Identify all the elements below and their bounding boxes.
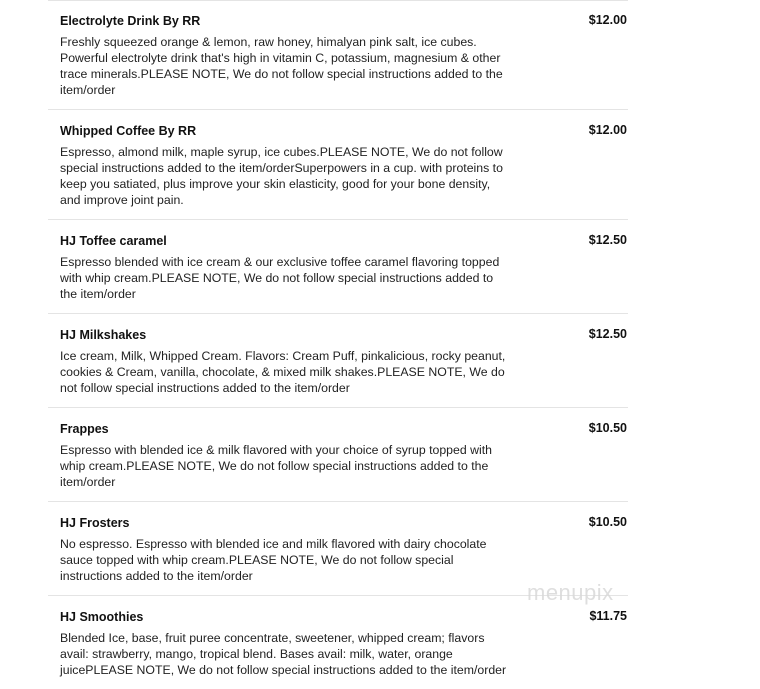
menu-item-description: Ice cream, Milk, Whipped Cream. Flavors: Cream Puff, pinkalicious, rocky peanut, cookies & Cream, vanilla, chocolate, & mixed milk shakes.PLEASE NOTE, We do not follow special instructions added to the item/order bbox=[60, 349, 506, 395]
menu-item-description: Espresso blended with ice cream & our exclusive toffee caramel flavoring topped with whip cream.PLEASE NOTE, We do not follow special instructions added to the item/order bbox=[60, 255, 500, 301]
menu-item-name: Electrolyte Drink By RR bbox=[60, 14, 201, 28]
menu-item-description: No espresso. Espresso with blended ice and milk flavored with dairy chocolate sauce topped with whip cream.PLEASE NOTE, We do not follow special instructions added to the item/order bbox=[60, 537, 487, 583]
menu-item-name: HJ Milkshakes bbox=[60, 328, 147, 342]
menu-item[interactable] bbox=[48, 220, 628, 314]
menu-item-header bbox=[60, 12, 628, 30]
menu-item[interactable] bbox=[48, 596, 628, 689]
menu-item-header bbox=[60, 420, 628, 438]
menu-item-header bbox=[60, 326, 628, 344]
menu-item-price: $10.50 bbox=[588, 421, 627, 435]
menu-item[interactable] bbox=[48, 0, 628, 110]
menu-item[interactable] bbox=[48, 314, 628, 408]
menu-item-price: $11.75 bbox=[589, 609, 627, 623]
menu-item-name: HJ Toffee caramel bbox=[60, 234, 167, 248]
menu-item-header bbox=[60, 514, 628, 532]
menu-item-description: Espresso with blended ice & milk flavored with your choice of syrup topped with whip cream.PLEASE NOTE, We do not follow special instructions added to the item/order bbox=[60, 443, 492, 489]
menu-item-price: $12.00 bbox=[588, 13, 627, 27]
menu-item-name: Frappes bbox=[60, 422, 109, 436]
menu-item-header bbox=[60, 232, 628, 250]
menu-item-name: HJ Frosters bbox=[60, 516, 130, 530]
menu-item[interactable] bbox=[48, 408, 628, 502]
menu-item-name: Whipped Coffee By RR bbox=[60, 124, 197, 138]
menu-item-description: Espresso, almond milk, maple syrup, ice cubes.PLEASE NOTE, We do not follow special instructions added to the item/orderSuperpowers in a cup. with proteins to keep you satiated, plus improve your skin elasticity, good for your bone density, and improve joint pain. bbox=[60, 145, 503, 207]
menu-item[interactable] bbox=[48, 502, 628, 596]
menu-item-header bbox=[60, 122, 628, 140]
menu-item-description: Freshly squeezed orange & lemon, raw honey, himalyan pink salt, ice cubes. Powerful electrolyte drink that's high in vitamin C, potassium, magnesium & other trace minerals.PLEASE NOTE, We do not follow special instructions added to the item/order bbox=[60, 35, 503, 97]
menu-item-price: $10.50 bbox=[588, 515, 627, 529]
menu-item-price: $12.00 bbox=[588, 123, 627, 137]
menu-item-price: $12.50 bbox=[588, 233, 627, 247]
menu-item[interactable] bbox=[48, 110, 628, 220]
menu-item-name: HJ Smoothies bbox=[60, 610, 144, 624]
menu-item-price: $12.50 bbox=[588, 327, 627, 341]
menupix-watermark: menupix bbox=[527, 580, 614, 605]
menu-item-description: Blended Ice, base, fruit puree concentrate, sweetener, whipped cream; flavors avail: strawberry, mango, tropical blend. Bases avail: milk, water, orange juicePLEASE NOTE, We do not follow special instructions added to the item/order bbox=[60, 631, 507, 677]
menu-item-header bbox=[60, 608, 628, 626]
menu-list bbox=[48, 0, 628, 689]
